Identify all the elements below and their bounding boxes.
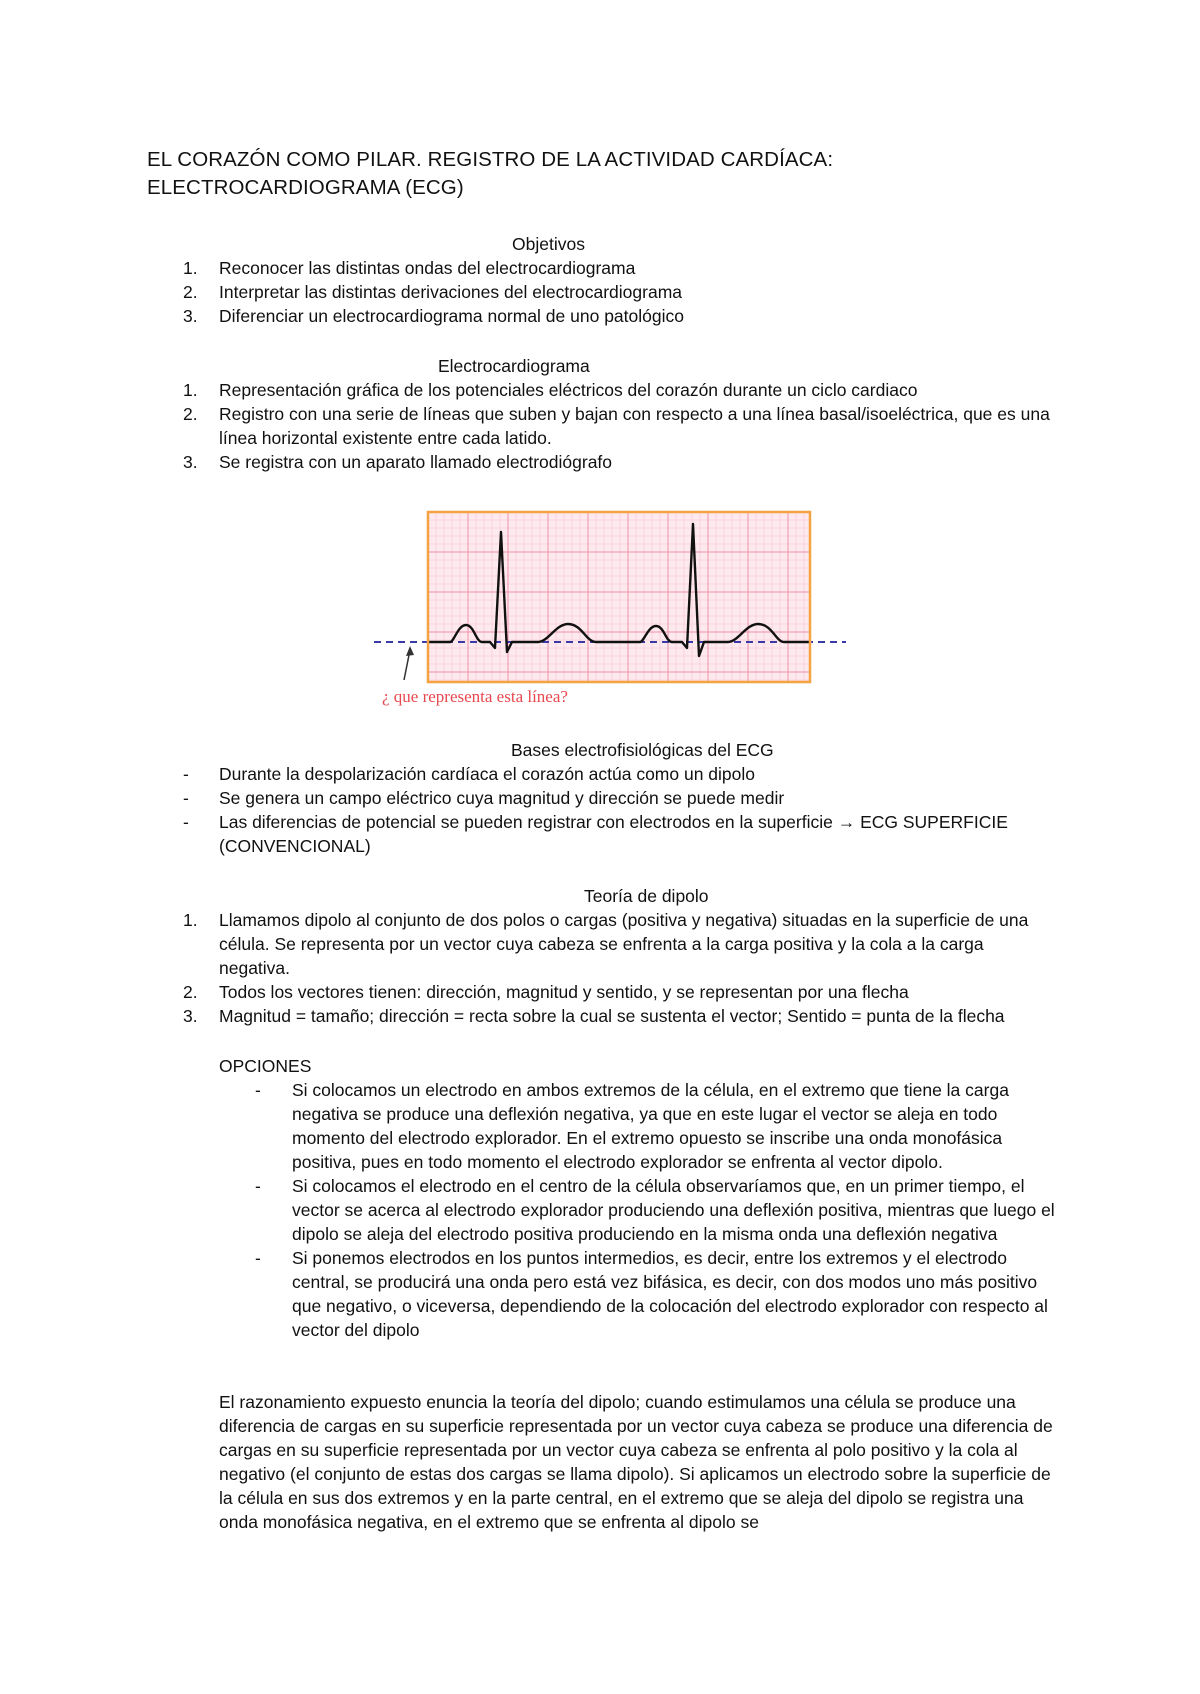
list-item: - Si colocamos el electrodo en el centro de la célula observaríamos que, en un primer tiempo, el vector se acerca al electrodo explorador produciendo una deflexión positiva, mientras que luego el dipolo se aleja del electrodo positiva produciendo en la misma onda una deflexión negativa xyxy=(255,1176,1055,1244)
list-item: 2. Registro con una serie de líneas que suben y bajan con respecto a una línea basal/isoeléctrica, que es una línea horizontal existente entre cada latido. xyxy=(183,404,1050,448)
electrocardiograma-heading: Electrocardiograma xyxy=(438,356,590,376)
teoria-list xyxy=(0,908,1200,1028)
list-item: 3. Se registra con un aparato llamado electrodiógrafo xyxy=(183,452,613,472)
list-item: 1. Llamamos dipolo al conjunto de dos polos o cargas (positiva y negativa) situadas en la superficie de una célula. Se representa por un vector cuya cabeza se enfrenta a la carga positiva y la cola a la carga negativa. xyxy=(183,910,1029,978)
list-item: 2. Todos los vectores tienen: dirección, magnitud y sentido, y se representan por una flecha xyxy=(183,982,909,1002)
bases-list xyxy=(0,762,1200,858)
list-item: 1. Reconocer las distintas ondas del electrocardiograma xyxy=(183,258,636,278)
list-item: 3. Diferenciar un electrocardiograma normal de uno patológico xyxy=(183,306,684,326)
ecg-figure xyxy=(370,508,850,708)
title-line-2: ELECTROCARDIOGRAMA (ECG) xyxy=(147,176,464,199)
list-item: 2. Interpretar las distintas derivaciones del electrocardiograma xyxy=(183,282,683,302)
title-line-1: EL CORAZÓN COMO PILAR. REGISTRO DE LA ACTIVIDAD CARDÍACA: xyxy=(147,148,834,171)
electrocardiograma-list xyxy=(0,378,1200,474)
pointer-arrow-icon xyxy=(404,646,414,680)
list-item: - Si ponemos electrodos en los puntos intermedios, es decir, entre los extremos y el electrodo central, se producirá una onda pero está vez bifásica, es decir, con dos modos uno más positivo que negativo, o viceversa, dependiendo de la colocación del electrodo explorador con respecto al vector del dipolo xyxy=(255,1248,1048,1340)
list-item: - Se genera un campo eléctrico cuya magnitud y dirección se puede medir xyxy=(183,788,785,808)
list-item: 3. Magnitud = tamaño; dirección = recta sobre la cual se sustenta el vector; Sentido = punta de la flecha xyxy=(183,1006,1005,1026)
razonamiento-paragraph: El razonamiento expuesto enuncia la teoría del dipolo; cuando estimulamos una célula se produce una diferencia de cargas en su superficie representada por un vector cuya cabeza se produce una diferencia de cargas en su superficie representada por un vector cuya cabeza se enfrenta al polo positivo y la cola al negativo (el conjunto de estas dos cargas se llama dipolo). Si aplicamos un electrodo sobre la superficie de la célula en sus dos extremos y en la parte central, en el extremo que se aleja del dipolo se registra una onda monofásica negativa, en el extremo que se enfrenta al dipolo se xyxy=(219,1392,1053,1532)
ecg-grid-paper xyxy=(428,512,810,682)
objetivos-heading: Objetivos xyxy=(512,234,585,254)
opciones-list xyxy=(0,1078,1200,1342)
list-item: - Durante la despolarización cardíaca el corazón actúa como un dipolo xyxy=(183,764,756,784)
list-item: - Si colocamos un electrodo en ambos extremos de la célula, en el extremo que tiene la carga negativa se produce una deflexión negativa, ya que en este lugar el vector se aleja en todo momento del electrodo explorador. En el extremo opuesto se inscribe una onda monofásica positiva, pues en todo momento el electrodo explorador se enfrenta al vector dipolo. xyxy=(255,1080,1009,1172)
list-item: - Las diferencias de potencial se pueden registrar con electrodos en la superficie → ECG SUPERFICIE (CONVENCIONAL) xyxy=(183,812,1008,856)
opciones-heading: OPCIONES xyxy=(219,1056,312,1076)
document-title xyxy=(147,146,1107,202)
figure-caption: ¿ que representa esta línea? xyxy=(382,687,568,706)
list-item: 1. Representación gráfica de los potenciales eléctricos del corazón durante un ciclo cardiaco xyxy=(183,380,918,400)
teoria-heading: Teoría de dipolo xyxy=(584,886,709,906)
objetivos-list xyxy=(0,256,1200,328)
bases-heading: Bases electrofisiológicas del ECG xyxy=(511,740,774,760)
